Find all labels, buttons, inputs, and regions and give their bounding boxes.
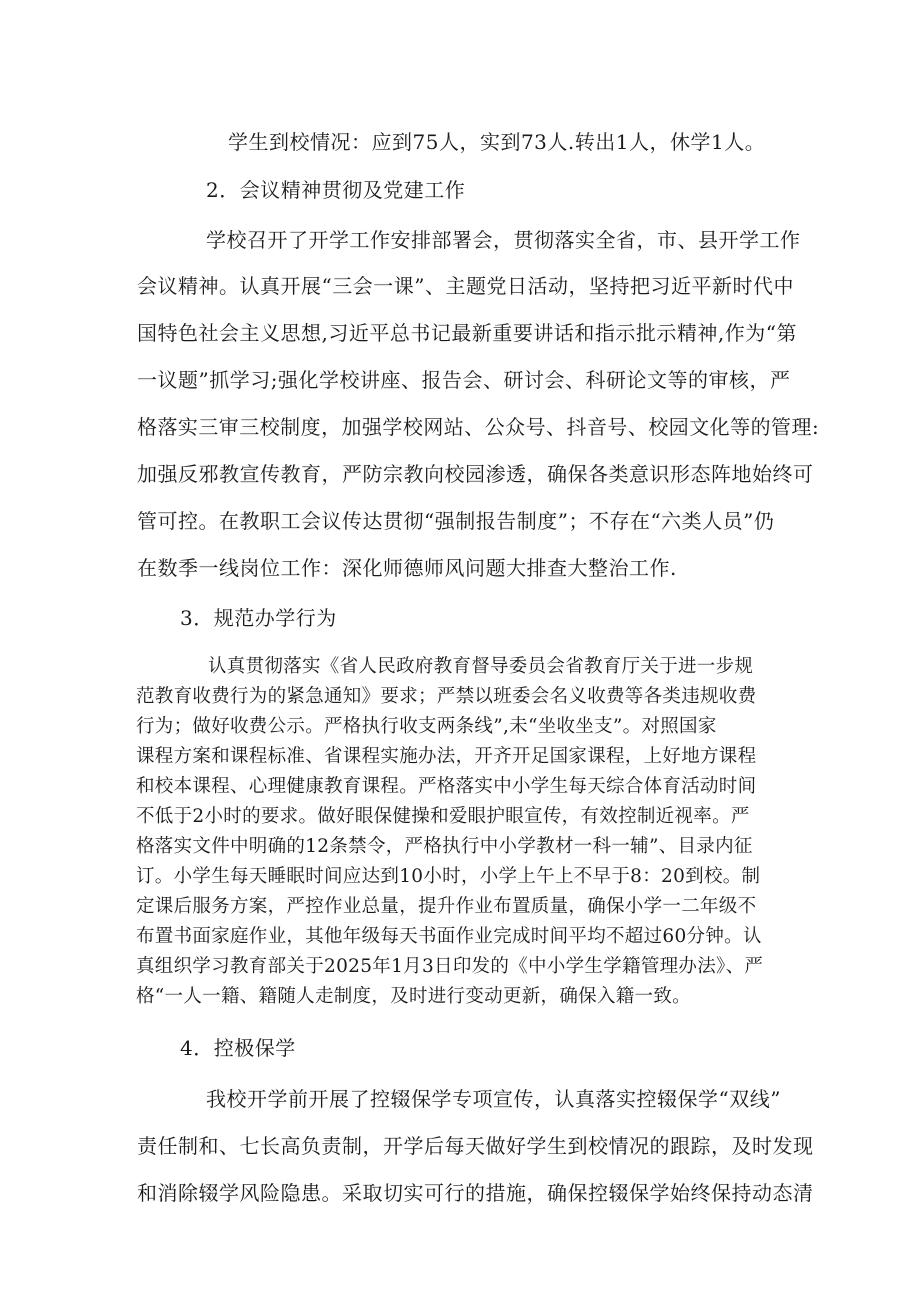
paragraph-line: 格“一人一籍、籍随人走制度，及时进行变动更新，确保入籍一致。 [136,986,691,1007]
paragraph-line: 在数季一线岗位工作：深化师德师风问题大排查大整治工作. [137,556,677,580]
paragraph-line: 格落实三审三校制度，加强学校网站、公众号、抖音号、校园文化等的管理: [137,415,820,439]
section-3-heading: 3．规范办学行为 [180,606,337,630]
paragraph-line: 认真贯彻落实《省人民政府教育督导委员会省教育厅关于进一步规 [208,656,754,677]
paragraph-line: 责任制和、七长高负责制，开学后每天做好学生到校情况的跟踪，及时发现 [137,1134,814,1158]
paragraph-line: 会议精神。认真开展“三会一课”、主题党日活动，坚持把习近平新时代中 [137,274,794,298]
paragraph-line: 我校开学前开展了控辍保学专项宣传，认真落实控辍保学“双线” [206,1087,781,1111]
paragraph-line: 不低于2小时的要求。做好眼保健操和爱眼护眼宣传，有效控制近视率。严 [136,806,750,827]
paragraph-line: 和消除辍学风险隐患。采取切实可行的措施，确保控辍保学始终保持动态清 [137,1181,814,1205]
paragraph-line: 学校召开了开学工作安排部署会，贯彻落实全省，市、县开学工作 [206,228,801,252]
paragraph-line: 国特色社会主义思想,习近平总书记最新重要讲话和指示批示精神,作为“第 [137,321,797,345]
section-4-heading: 4．控极保学 [180,1036,296,1060]
paragraph-line: 行为；做好收费公示。严格执行收支两条线”,未“坐收坐支”。对照国家 [136,716,717,737]
paragraph-line: 订。小学生每天睡眠时间应达到10小时，小学上午上不早于8：20到校。制 [136,866,761,887]
section-2-heading: 2．会议精神贯彻及党建工作 [206,178,466,202]
paragraph-line: 课程方案和课程标准、省课程实施办法，开齐开足国家课程，上好地方课程 [136,746,757,767]
paragraph-line: 和校本课程、心理健康教育课程。严格落实中小学生每天综合体育活动时间 [136,776,757,797]
paragraph-line: 加强反邪教宣传教育，严防宗教向校园渗透，确保各类意识形态阵地始终可 [137,462,814,486]
paragraph-line: 管可控。在教职工会议传达贯彻“强制报告制度”；不存在“六类人员”仍 [137,509,775,533]
paragraph-line: 布置书面家庭作业，其他年级每天书面作业完成时间平均不超过60分钟。认 [136,926,762,947]
paragraph-line: 真组织学习教育部关于2025年1月3日印发的《中小学生学籍管理办法》、严 [136,956,764,977]
paragraph-line: 范教育收费行为的紧急通知》要求；严禁以班委会名义收费等各类违规收费 [136,686,757,707]
paragraph-line: 一议题”抓学习;强化学校讲座、报告会、研讨会、科研论文等的审核，严 [137,368,791,392]
attendance-line: 学生到校情况：应到75人，实到73人.转出1人，休学1人。 [228,130,766,154]
paragraph-line: 格落实文件中明确的12条禁令，严格执行中小学教材一科一辅”、目录内征 [136,836,753,857]
paragraph-line: 定课后服务方案，严控作业总量，提升作业布置质量，确保小学一二年级不 [136,896,757,917]
